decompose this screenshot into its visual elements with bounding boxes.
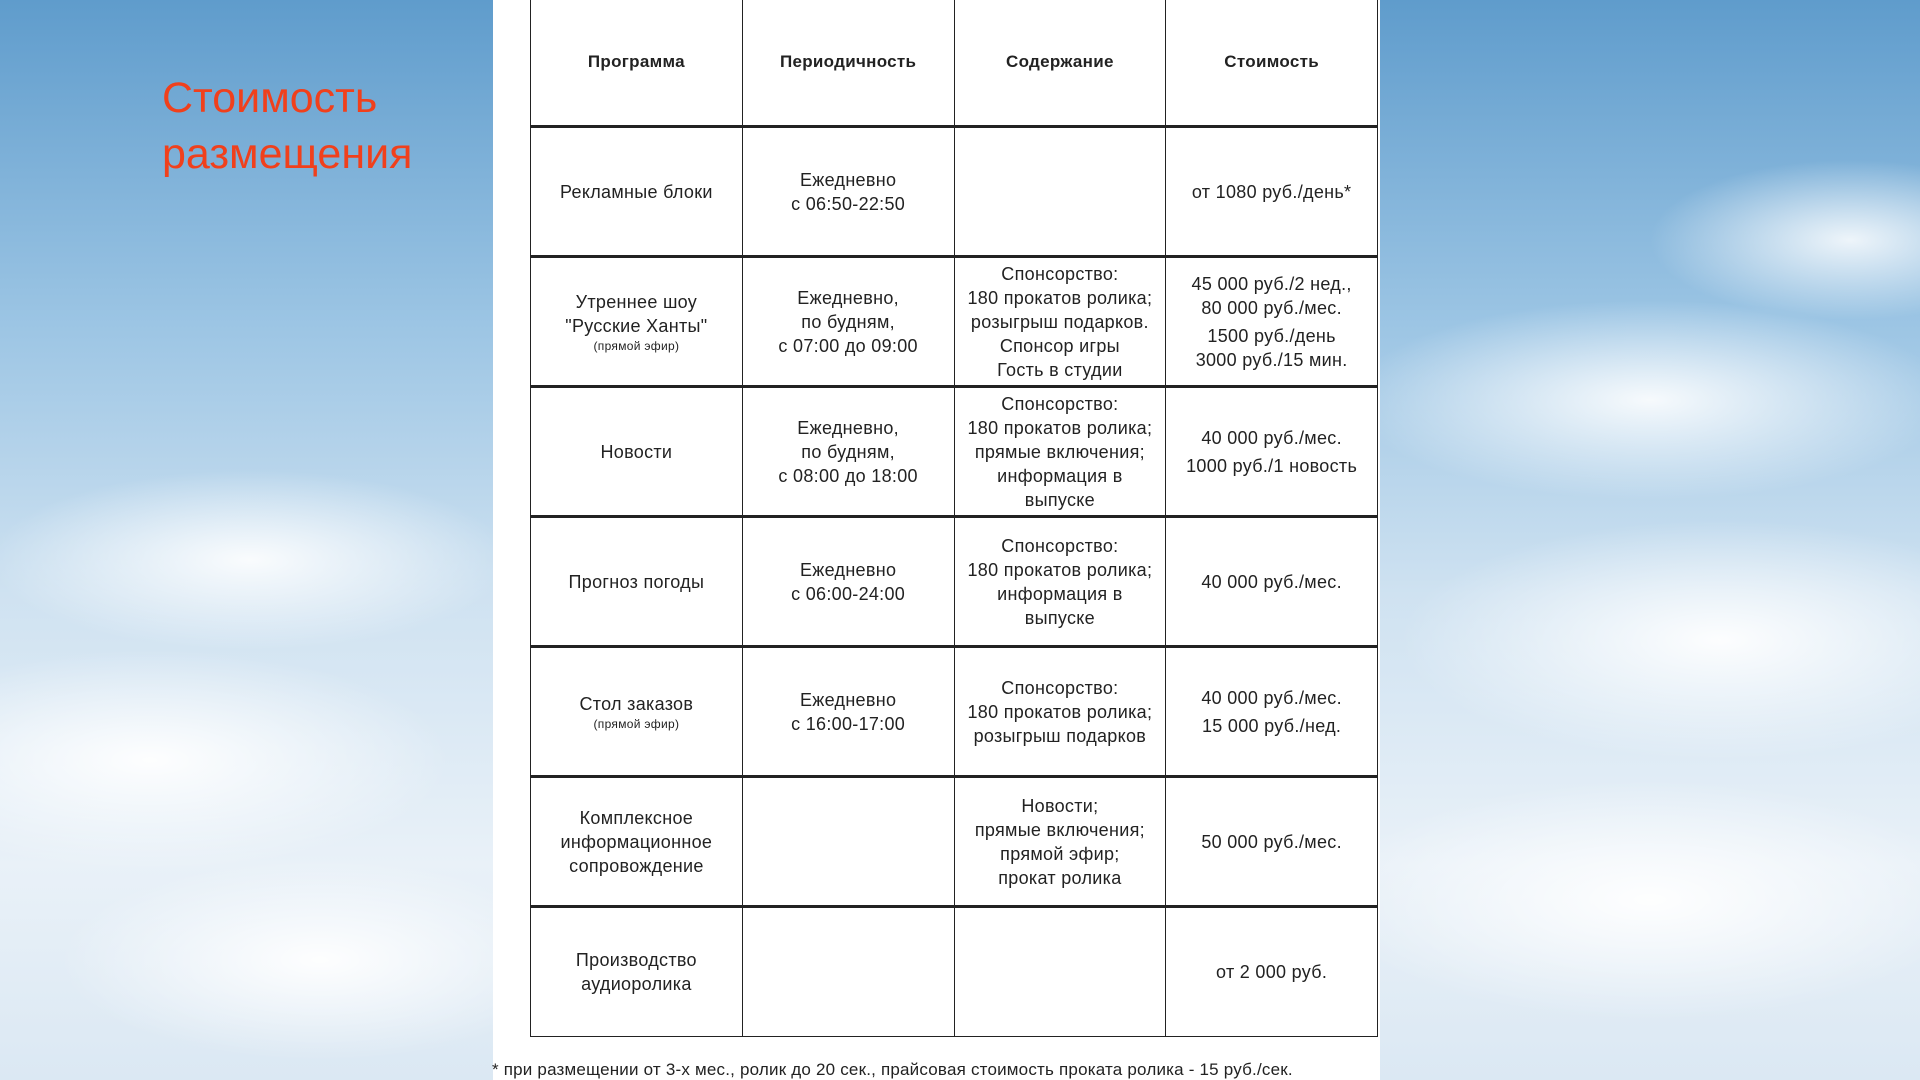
period-line: по будням, xyxy=(801,311,895,332)
table-row xyxy=(531,257,1378,387)
cost-line: от 2 000 руб. xyxy=(1216,962,1328,982)
cost-line: 3000 руб./15 мин. xyxy=(1195,349,1348,370)
table-row xyxy=(531,647,1378,777)
content-line: Спонсорство: xyxy=(1001,677,1119,698)
table-row xyxy=(531,777,1378,907)
header-cost: Стоимость xyxy=(1166,0,1378,127)
cost-line: 50 000 руб./мес. xyxy=(1201,831,1342,852)
content-line: Гость в студии xyxy=(997,359,1123,380)
table-body xyxy=(531,127,1378,1037)
cell-program xyxy=(531,387,743,517)
period-line: с 06:00-24:00 xyxy=(791,583,906,604)
content-line: прямой эфир; xyxy=(1000,843,1120,864)
cell-program xyxy=(531,907,743,1037)
cost-line: 1500 руб./день xyxy=(1207,325,1336,346)
cost-line: 80 000 руб./мес. xyxy=(1201,297,1342,318)
cell-program xyxy=(531,257,743,387)
period-line: с 06:50-22:50 xyxy=(791,193,906,214)
period-line: Ежедневно xyxy=(799,559,897,580)
table-header-row xyxy=(531,0,1378,127)
cell-cost xyxy=(1166,647,1378,777)
header-content: Содержание xyxy=(954,0,1166,127)
program-line: Прогноз погоды xyxy=(568,571,705,592)
cell-content xyxy=(954,257,1166,387)
table-row xyxy=(531,387,1378,517)
cost-line: от 1080 руб./день* xyxy=(1191,181,1352,202)
period-line: с 07:00 до 09:00 xyxy=(778,335,918,356)
cell-cost xyxy=(1166,387,1378,517)
program-line: Комплексное xyxy=(579,807,694,828)
cell-content xyxy=(954,387,1166,517)
content-line: Спонсорство: xyxy=(1001,535,1119,556)
cell-content xyxy=(954,127,1166,257)
program-note: (прямой эфир) xyxy=(593,338,680,353)
slide-title xyxy=(162,70,412,182)
cell-period xyxy=(742,907,954,1037)
cost-line: 40 000 руб./мес. xyxy=(1201,687,1342,708)
content-line: прямые включения; xyxy=(974,819,1145,840)
content-line: прямые включения; xyxy=(974,441,1145,462)
content-line: выпуске xyxy=(1024,607,1095,628)
table-row xyxy=(531,517,1378,647)
content-line: Новости; xyxy=(1021,795,1099,816)
cell-period xyxy=(742,647,954,777)
cell-cost xyxy=(1166,907,1378,1037)
content-line: розыгрыш подарков xyxy=(973,725,1147,746)
period-line: Ежедневно xyxy=(799,689,897,710)
period-line: по будням, xyxy=(801,441,895,462)
cell-cost xyxy=(1166,517,1378,647)
title-line: размещения xyxy=(162,130,413,178)
cost-line: 40 000 руб./мес. xyxy=(1201,427,1342,448)
footnote: * при размещении от 3-х мес., ролик до 20 сек., прайсовая стоимость проката ролика - 15 руб./сек. xyxy=(492,1060,1293,1079)
cell-period xyxy=(742,127,954,257)
program-line: аудиоролика xyxy=(581,974,692,994)
price-table xyxy=(530,0,1378,1037)
cell-period xyxy=(742,777,954,907)
program-line: Утреннее шоу xyxy=(575,291,698,312)
cost-line: 45 000 руб./2 нед., xyxy=(1191,273,1352,294)
content-line: Спонсор игры xyxy=(999,335,1120,356)
program-line: "Русские Ханты" xyxy=(565,315,708,336)
period-line: с 16:00-17:00 xyxy=(791,713,906,734)
cell-program xyxy=(531,647,743,777)
period-line: Ежедневно, xyxy=(797,287,899,308)
program-line: Новости xyxy=(600,441,673,462)
cell-content xyxy=(954,907,1166,1037)
cost-line: 40 000 руб./мес. xyxy=(1201,571,1342,592)
period-line: с 08:00 до 18:00 xyxy=(778,465,918,486)
cell-cost xyxy=(1166,777,1378,907)
content-line: 180 прокатов ролика; xyxy=(967,287,1153,308)
table-row xyxy=(531,907,1378,1037)
cost-line: 1000 руб./1 новость xyxy=(1186,455,1358,476)
program-line: сопровождение xyxy=(569,855,704,876)
content-line: 180 прокатов ролика; xyxy=(967,417,1153,438)
content-line: 180 прокатов ролика; xyxy=(967,559,1153,580)
content-line: Спонсорство: xyxy=(1001,263,1119,284)
period-line: Ежедневно, xyxy=(797,417,899,438)
content-line: Спонсорство: xyxy=(1001,393,1119,414)
cell-content xyxy=(954,777,1166,907)
cell-period xyxy=(742,257,954,387)
program-note: (прямой эфир) xyxy=(593,716,680,731)
header-period: Периодичность xyxy=(742,0,954,127)
header-program: Программа xyxy=(531,0,743,127)
cell-cost xyxy=(1166,257,1378,387)
content-line: информация в xyxy=(997,583,1123,604)
cell-period xyxy=(742,387,954,517)
content-line: выпуске xyxy=(1024,489,1095,510)
cell-content xyxy=(954,517,1166,647)
cell-program xyxy=(531,127,743,257)
cell-period xyxy=(742,517,954,647)
program-line: Стол заказов xyxy=(579,693,694,714)
cell-content xyxy=(954,647,1166,777)
program-line: Производство xyxy=(575,950,697,970)
cell-cost xyxy=(1166,127,1378,257)
program-line: Рекламные блоки xyxy=(560,181,713,202)
content-line: розыгрыш подарков. xyxy=(970,311,1149,332)
cost-line: 15 000 руб./нед. xyxy=(1202,715,1342,736)
content-line: 180 прокатов ролика; xyxy=(967,701,1153,722)
cell-program xyxy=(531,517,743,647)
program-line: информационное xyxy=(560,831,713,852)
table-row xyxy=(531,127,1378,257)
content-line: прокат ролика xyxy=(998,867,1122,888)
title-line: Стоимость xyxy=(162,74,378,122)
content-line: информация в xyxy=(997,465,1123,486)
cell-program xyxy=(531,777,743,907)
period-line: Ежедневно xyxy=(799,169,897,190)
